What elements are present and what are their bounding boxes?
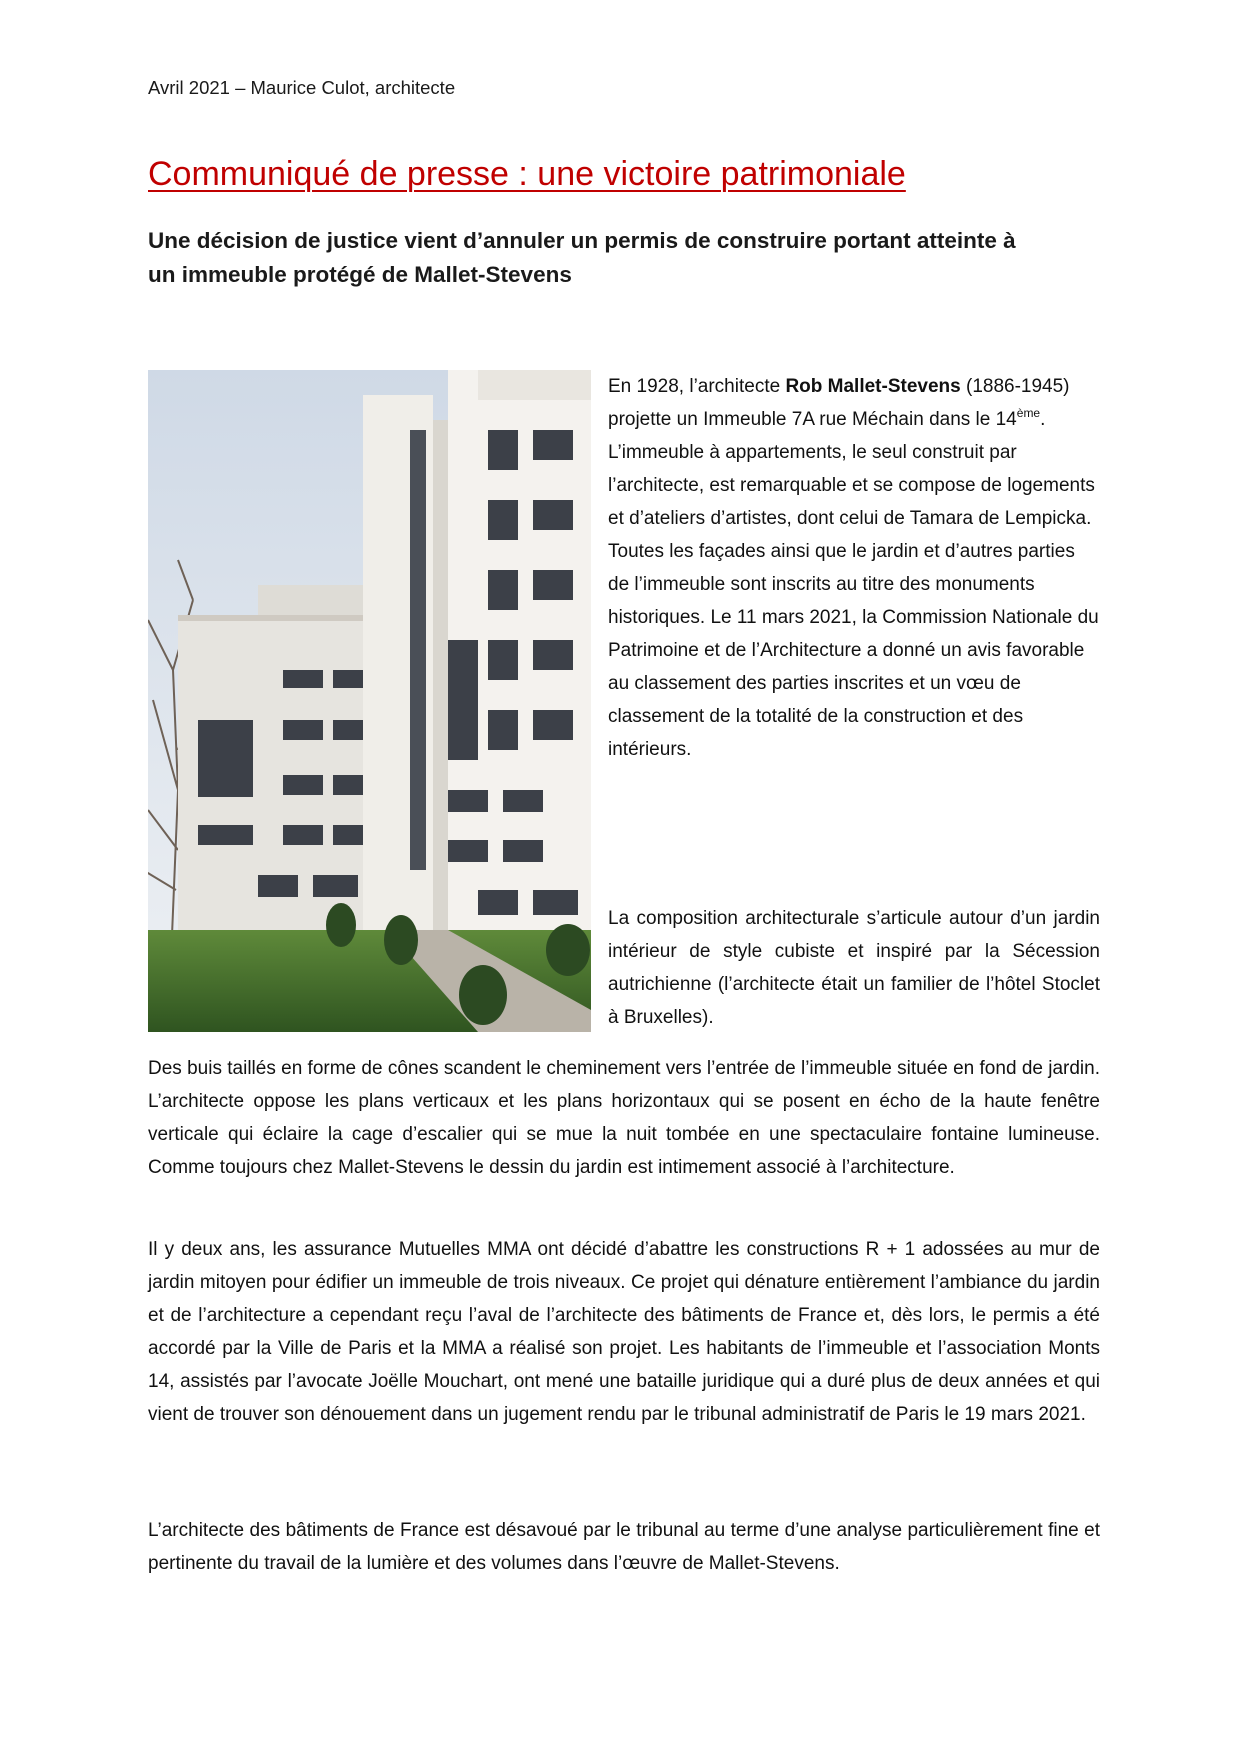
building-photo-illustration	[148, 370, 591, 1032]
dateline: Avril 2021 – Maurice Culot, architecte	[148, 77, 456, 98]
paragraph-conclusion-text: L’architecte des bâtiments de France est désavoué par le tribunal au terme d’une analyse particulièrement fine et pertinente du travail de la lumière et des volumes dans l’œuvre de Mallet-Stevens.	[148, 1520, 1100, 1574]
text-column-intro	[608, 370, 1100, 766]
intro-text-end: . L’immeuble à appartements, le seul construit par l’architecte, est remarquable et se compose de logements et d’ateliers d’artistes, dont celui de Tamara de Lempicka. Toutes les façades ainsi que le jardin et d’autres parties de l’immeuble sont inscrits au titre des monuments historiques. Le 11 mars 2021, la Commission Nationale du Patrimoine et de l’Architecture a donné un avis favorable au classement des parties inscrites et un vœu de classement de la totalité de la construction et des intérieurs.	[608, 409, 1099, 760]
paragraph-composition: La composition architecturale s’articule autour d’un jardin intérieur de style cubiste et inspiré par la Sécession autrichienne (l’architecte était un familier de l’hôtel Stoclet à Bruxelles).	[608, 908, 1100, 1028]
paragraph-garden	[148, 1052, 1100, 1184]
architect-name: Rob Mallet-Stevens	[785, 376, 961, 397]
paragraph-garden-text: Des buis taillés en forme de cônes scandent le cheminement vers l’entrée de l’immeuble située en fond de jardin. L’architecte oppose les plans verticaux et les plans horizontaux qui se posent en écho de la haute fenêtre verticale qui éclaire la cage d’escalier qui se mue la nuit tombée en une spectaculaire fontaine lumineuse. Comme toujours chez Mallet-Stevens le dessin du jardin est intimement associé à l’architecture.	[148, 1058, 1100, 1178]
paragraph-legal-battle-text: Il y deux ans, les assurance Mutuelles MMA ont décidé d’abattre les constructions R + 1 adossées au mur de jardin mitoyen pour édifier un immeuble de trois niveaux. Ce projet qui dénature entièrement l’ambiance du jardin et de l’architecture a cependant reçu l’aval de l’architecte des bâtiments de France et, dès lors, le permis a été accordé par la Ville de Paris et la MMA a réalisé son projet. Les habitants de l’immeuble et l’association Monts 14, assistés par l’avocate Joëlle Mouchart, ont mené une bataille juridique qui a duré plus de deux années et qui vient de trouver son dénouement dans un jugement rendu par le tribunal administratif de Paris le 19 mars 2021.	[148, 1239, 1100, 1425]
page-title: Communiqué de presse : une victoire patrimoniale	[148, 155, 906, 193]
paragraph-intro	[608, 370, 1100, 766]
ordinal-superscript: ème	[1016, 406, 1041, 420]
intro-text-middle: (1886-1945) projette un Immeuble 7A rue Méchain dans le 14	[608, 376, 1070, 430]
intro-text-start: En 1928, l’architecte	[608, 376, 786, 397]
paragraph-legal-battle	[148, 1233, 1100, 1431]
text-column-composition	[608, 902, 1100, 1034]
building-photo	[148, 370, 591, 1032]
subtitle: Une décision de justice vient d’annuler un permis de construire portant atteinte à un immeuble protégé de Mallet-Stevens	[148, 228, 1016, 287]
paragraph-conclusion	[148, 1514, 1100, 1580]
